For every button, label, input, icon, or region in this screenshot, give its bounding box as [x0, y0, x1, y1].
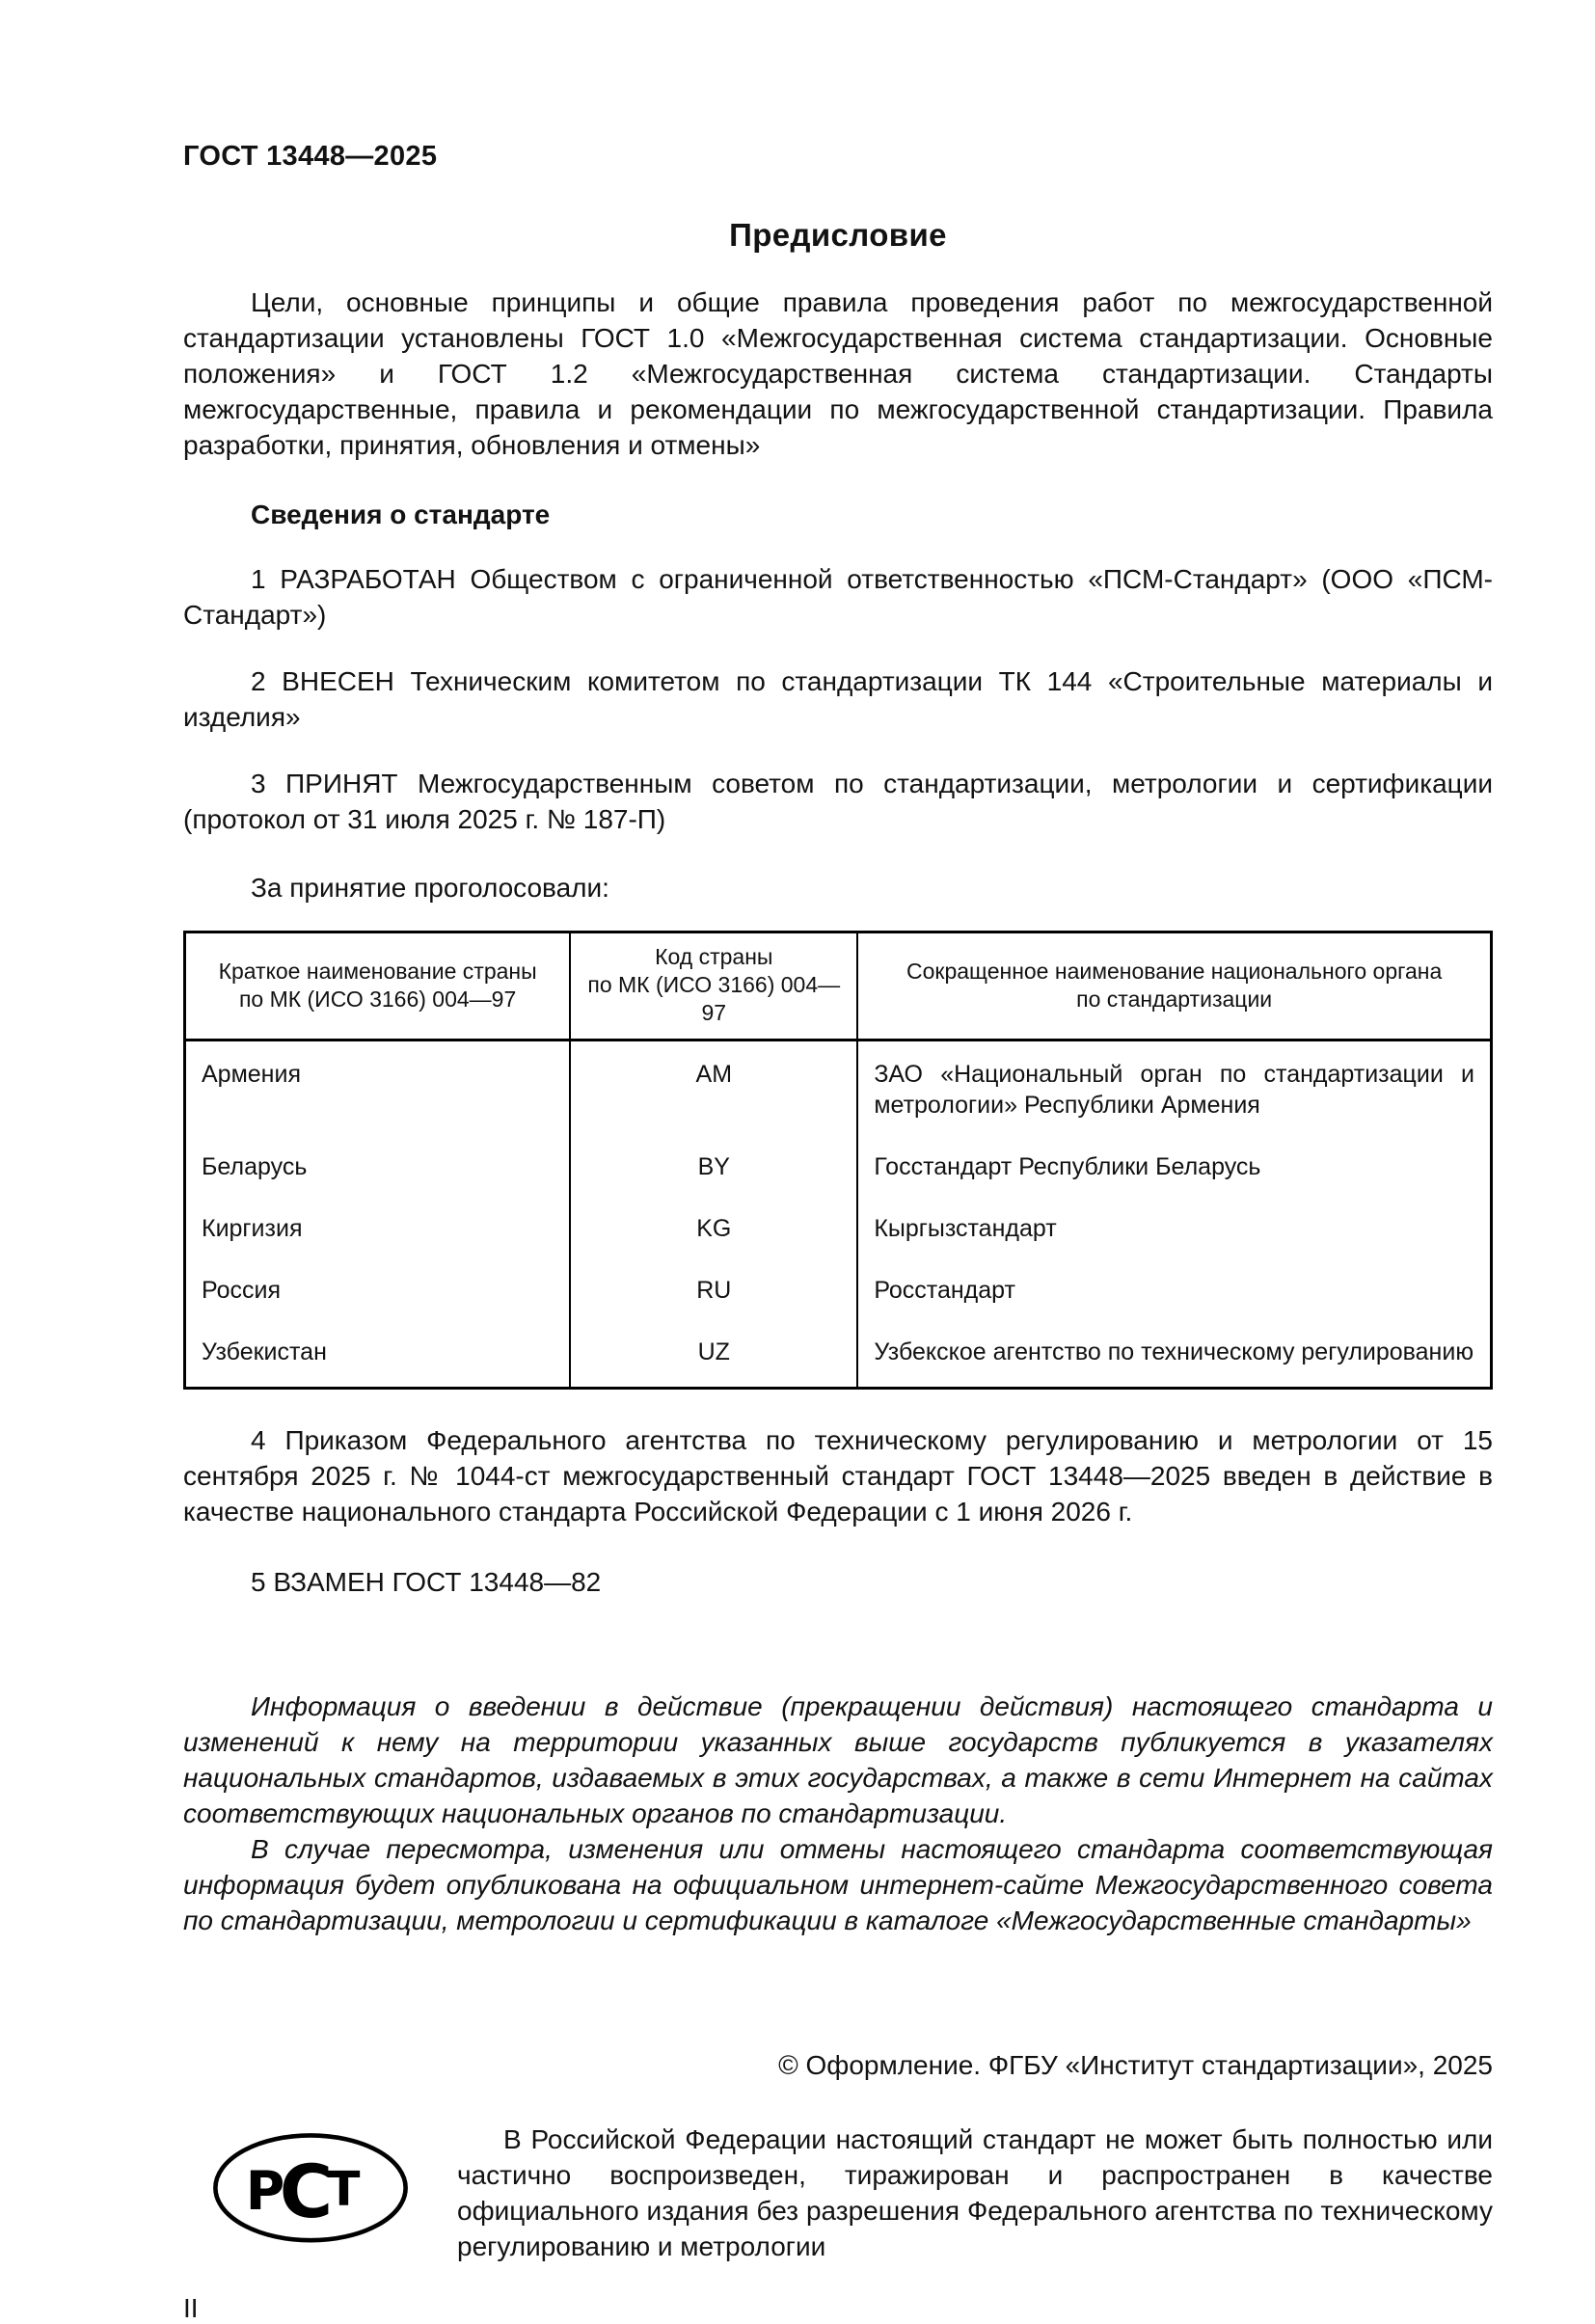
clause-replaces: 5 ВЗАМЕН ГОСТ 13448—82 [251, 1567, 602, 1597]
org-cell: Кыргызстандарт [857, 1202, 1491, 1263]
vote-table-header [185, 932, 1492, 1040]
copyright-line: © Оформление. ФГБУ «Институт стандартизации», 2025 [778, 2050, 1493, 2080]
org-cell: Госстандарт Республики Беларусь [857, 1140, 1491, 1202]
country-cell: Россия [202, 1277, 281, 1304]
logo-letter-s: С [279, 2149, 334, 2235]
org-cell: Росстандарт [857, 1263, 1491, 1325]
table-row [185, 1040, 1492, 1141]
intro-paragraph: Цели, основные принципы и общие правила проведения работ по межгосударственной стандартизации установлены ГОСТ 1.0 «Межгосударственная система стандартизации. Основные положения» и ГОСТ 1.2 «Межгосударственная система стандартизации. Стандарты межгосударственные, правила и рекомендации по межгосударственной стандартизации. Правила разработки, принятия, обновления и отмены» [183, 287, 1493, 460]
table-header-org-line1: Сокращенное наименование национального органа [906, 958, 1443, 984]
table-header-country [185, 932, 571, 1040]
table-row [185, 1263, 1492, 1325]
rst-logo [208, 2129, 413, 2247]
table-header-country-line1: Краткое наименование страны [218, 958, 537, 984]
info-notice-paragraph-1: Информация о введении в действие (прекращении действия) настоящего стандарта и изменений к нему на территории указанных выше государств публикуется в указателях национальных стандартов, издаваемых в этих государствах, а также в сети Интернет на сайтах соответствующих национальных органов по стандартизации. [183, 1691, 1493, 1828]
info-notice [183, 1689, 1493, 1938]
country-cell: Киргизия [202, 1215, 303, 1242]
table-header-org [857, 932, 1491, 1040]
code-cell: UZ [570, 1325, 857, 1389]
info-notice-paragraph-2: В случае пересмотра, изменения или отмены настоящего стандарта соответствующая информация будет опубликована на официальном интернет-сайте Межгосударственного совета по стандартизации, метрологии и сертификации в каталоге «Межгосударственные стандарты» [183, 1834, 1493, 1935]
standard-info-heading: Сведения о стандарте [251, 500, 551, 529]
table-header-code-line2: по МК (ИСО 3166) 004—97 [587, 972, 841, 1025]
org-cell: Узбекское агентство по техническому регулированию [857, 1325, 1491, 1389]
code-cell: KG [570, 1202, 857, 1263]
table-header-code [570, 932, 857, 1040]
country-cell: Узбекистан [202, 1338, 327, 1365]
table-row [185, 1325, 1492, 1389]
clause-developed: 1 РАЗРАБОТАН Обществом с ограниченной ответственностью «ПСМ-Стандарт» (ООО «ПСМ-Стандарт») [183, 564, 1493, 630]
table-header-org-line2: по стандартизации [1076, 986, 1273, 1012]
country-cell: Армения [202, 1061, 301, 1088]
logo-letter-r: Р [245, 2160, 285, 2223]
vote-table [183, 931, 1493, 1390]
page-title: Предисловие [729, 217, 947, 253]
logo-letter-t: Т [327, 2161, 361, 2218]
code-cell: AM [570, 1040, 857, 1141]
clause-submitted: 2 ВНЕСЕН Техническим комитетом по стандартизации ТК 144 «Строительные материалы и изделия» [183, 666, 1493, 732]
table-header-country-line2: по МК (ИСО 3166) 004—97 [238, 986, 517, 1012]
reproduction-block [183, 2121, 1493, 2264]
clause-enacted: 4 Приказом Федерального агентства по техническому регулированию и метрологии от 15 сентября 2025 г. № 1044-ст межгосударственный стандарт ГОСТ 13448—2025 введен в действие в качестве национального стандарта Российской Федерации с 1 июня 2026 г. [183, 1425, 1493, 1527]
reproduction-notice: В Российской Федерации настоящий стандарт не может быть полностью или частично воспроизведен, тиражирован и распространен в качестве официального издания без разрешения Федерального агентства по техническому регулированию и метрологии [457, 2124, 1493, 2261]
table-row [185, 1140, 1492, 1202]
country-cell: Беларусь [202, 1153, 308, 1180]
table-header-code-line1: Код страны [655, 944, 773, 969]
table-row [185, 1202, 1492, 1263]
vote-caption: За принятие проголосовали: [251, 873, 609, 903]
clause-adopted: 3 ПРИНЯТ Межгосударственным советом по стандартизации, метрологии и сертификации (протокол от 31 июля 2025 г. № 187-П) [183, 769, 1493, 834]
code-cell: BY [570, 1140, 857, 1202]
code-cell: RU [570, 1263, 857, 1325]
page-number: II [183, 2293, 199, 2323]
rst-logo-icon [208, 2129, 413, 2247]
doc-code: ГОСТ 13448—2025 [183, 141, 438, 172]
org-cell: ЗАО «Национальный орган по стандартизации и метрологии» Республики Армения [857, 1040, 1491, 1141]
